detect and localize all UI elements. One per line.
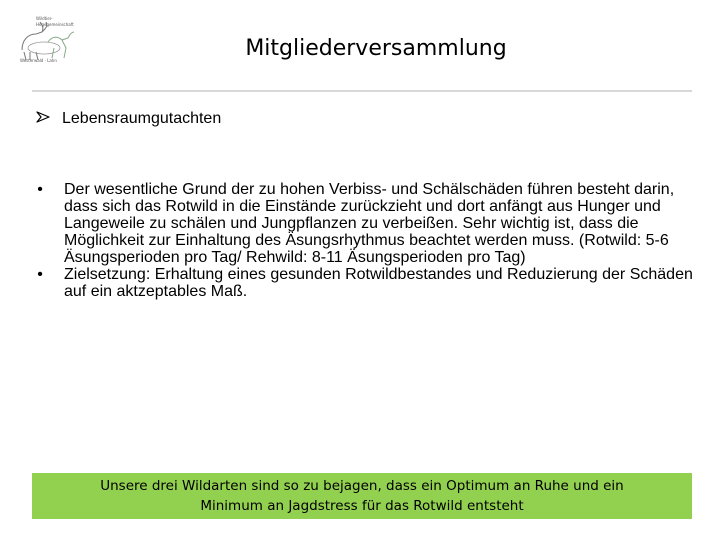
bullet-text: Der wesentliche Grund der zu hohen Verbiss- und Schälschäden führen besteht darin, dass sich das Rotwild in die Einstände zurückzieht und dort anfängt aus Hunger und Langeweile zu schälen und Jungpflanzen zu verbeißen. Sehr wichtig ist, dass die Möglichkeit zur Einhaltung des Äsungsrhythmus beachtet werden muss. (Rotwild: 5-6 Äsungsperioden pro Tag/ Rehwild: 8-11 Äsungsperioden pro Tag) bbox=[64, 181, 675, 266]
page-title: Mitgliederversammlung bbox=[245, 36, 507, 61]
banner-text: Unsere drei Wildarten sind so zu bejagen, dass ein Optimum an Ruhe und ein Minimum an Jagdstress für das Rotwild entsteht bbox=[100, 478, 624, 514]
section-heading bbox=[36, 110, 221, 128]
title-divider bbox=[32, 90, 692, 92]
section-heading-label: Lebensraumgutachten bbox=[62, 110, 222, 127]
bullet-text: Zielsetzung: Erhaltung eines gesunden Rotwildbestandes und Reduzierung der Schäden auf ein aktzeptables Maß. bbox=[64, 266, 693, 300]
logo-text-line2: Hegegemeinschaft bbox=[36, 22, 74, 27]
list-item bbox=[30, 181, 702, 266]
arrow-bullet-icon bbox=[36, 110, 62, 128]
list-item bbox=[30, 266, 702, 300]
conclusion-banner bbox=[32, 473, 692, 519]
logo-text-line3: Westerwald · Lahn bbox=[20, 58, 57, 63]
logo-text-line1: Wildtier- bbox=[36, 16, 53, 21]
bullet-dot-icon: • bbox=[37, 181, 43, 198]
bullet-dot-icon: • bbox=[37, 266, 43, 283]
bullet-list bbox=[30, 181, 702, 300]
